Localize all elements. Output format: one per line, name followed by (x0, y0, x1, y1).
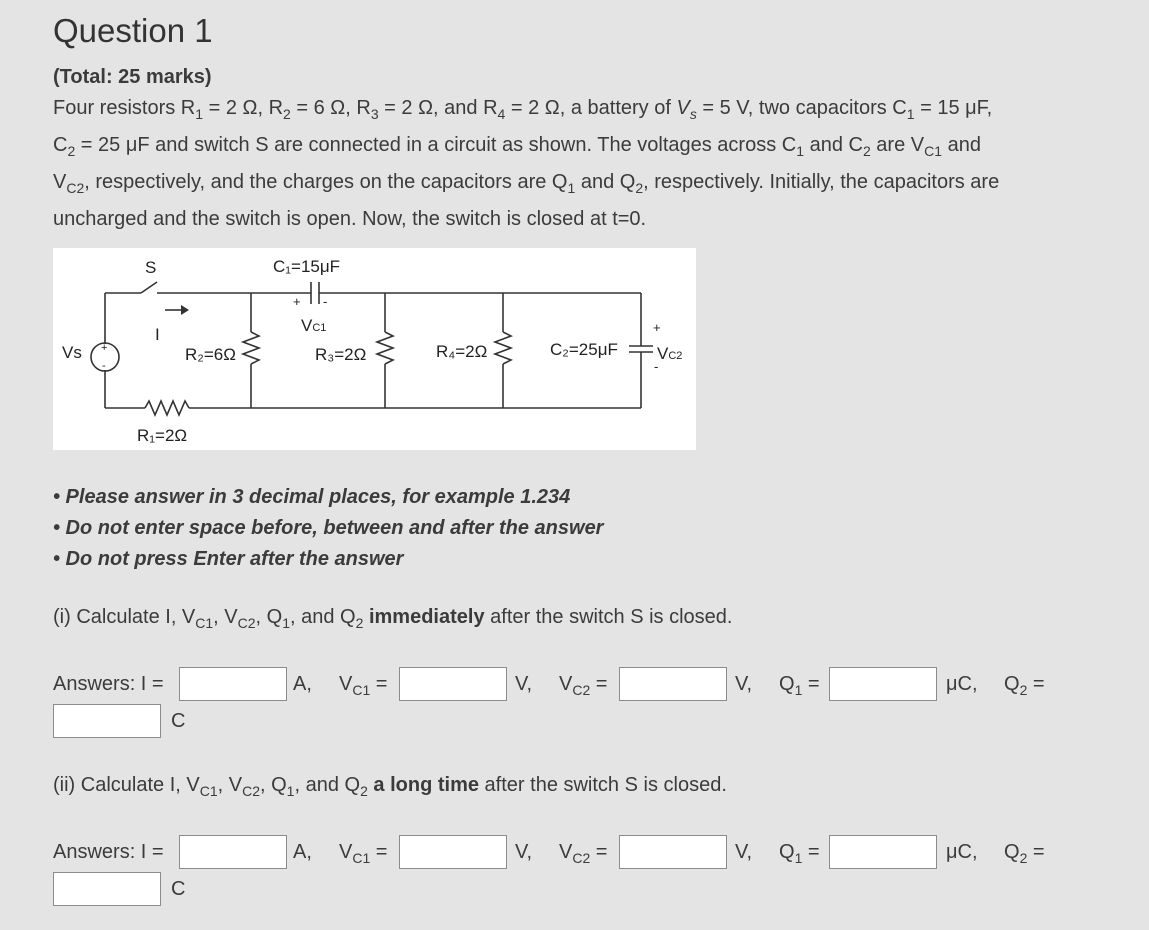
r4-resistor (495, 332, 511, 364)
r2-label: R₂=6Ω (185, 345, 236, 364)
instruction-item: • Do not press Enter after the answer (53, 548, 404, 570)
part-i-current-input[interactable] (179, 667, 287, 701)
instruction-item: • Do not enter space before, between and after the answer (53, 517, 604, 539)
switch-label: S (145, 258, 157, 277)
part-ii-q1-input[interactable] (829, 835, 937, 869)
part-ii-current-input[interactable] (179, 835, 287, 869)
part-i-question: (i) Calculate I, $V_{C1}$, $V_{C2}$, $Q_1$, and $Q_2$ immediately after the switch S is closed. (53, 606, 733, 631)
unit-coulombs: C (171, 878, 186, 900)
c2-label: C₂=25μF (550, 340, 618, 359)
r1-resistor (145, 401, 189, 415)
instructions-list (53, 482, 603, 575)
vc2-answer-label: $V_{C2}$ = (559, 673, 608, 698)
vc1-answer-label: $V_{C1}$ = (339, 673, 388, 698)
svg-text:+: + (101, 342, 108, 354)
unit-amps: A, (293, 673, 312, 695)
part-i-q1-input[interactable] (829, 667, 937, 701)
unit-microcoulombs: μC, (946, 841, 978, 863)
unit-volts: V, (515, 673, 533, 695)
svg-text:+: + (293, 294, 301, 309)
unit-microcoulombs: μC, (946, 673, 978, 695)
question-description: Four resistors $R_1 = 2$ Ω, $R_2 = 6$ Ω, $R_3 = 2$ Ω, and $R_4 = 2$ Ω, a battery of $V_s = 5$ V, two capacitors $C_1 = 15$ μF, $C_2 = 25$ μF and switch S are connected in a circuit as shown. The voltages across $C_1$ and $C_2$ are $V_{C1}$ and $V_{C2}$, respectively, and the charges on the capacitors are $Q_1$ and $Q_2$, respectively. Initially, the capacitors are uncharged and the switch is open. Now, the switch is closed at t=0. (53, 97, 1000, 230)
part-ii-vc1-input[interactable] (399, 835, 507, 869)
r1-label: R₁=2Ω (137, 426, 188, 445)
unit-volts: V, (735, 673, 753, 695)
unit-coulombs: C (171, 710, 186, 732)
svg-text:+: + (653, 320, 661, 335)
circuit-svg (53, 248, 696, 450)
part-i-vc2-input[interactable] (619, 667, 727, 701)
unit-amps: A, (293, 841, 312, 863)
unit-volts: V, (515, 841, 533, 863)
q2-answer-label: $Q_2$ = (1004, 841, 1045, 866)
c1-label: C₁=15μF (273, 257, 341, 276)
svg-text:-: - (323, 294, 328, 309)
q1-answer-label: $Q_1$ = (779, 673, 820, 698)
vc2-answer-label: $V_{C2}$ = (559, 841, 608, 866)
r3-label: R₃=2Ω (315, 345, 367, 364)
part-ii-q2-input[interactable] (53, 872, 161, 906)
unit-volts: V, (735, 841, 753, 863)
current-label: I (155, 325, 160, 344)
part-i-q2-input[interactable] (53, 704, 161, 738)
part-ii-question: (ii) Calculate I, $V_{C1}$, $V_{C2}$, $Q_1$, and $Q_2$ a long time after the switch S is closed. (53, 774, 727, 799)
part-i-vc1-input[interactable] (399, 667, 507, 701)
part-ii-vc2-input[interactable] (619, 835, 727, 869)
vc1-label: VC1 (301, 316, 327, 335)
question-title: Question 1 (53, 12, 213, 49)
current-arrow (181, 305, 189, 315)
vc1-answer-label: $V_{C1}$ = (339, 841, 388, 866)
part-i-answers (53, 666, 1113, 746)
total-marks: (Total: 25 marks) (53, 66, 212, 88)
q1-answer-label: $Q_1$ = (779, 841, 820, 866)
r3-resistor (377, 332, 393, 364)
part-ii-answers (53, 834, 1113, 914)
vc2-label: VC2 (657, 344, 683, 363)
svg-text:-: - (102, 360, 106, 372)
switch-arm (141, 282, 157, 293)
source-label: Vs (62, 343, 82, 362)
circuit-diagram (53, 248, 696, 450)
instruction-item: • Please answer in 3 decimal places, for example 1.234 (53, 486, 571, 508)
q2-answer-label: $Q_2$ = (1004, 673, 1045, 698)
answers-label: Answers: I = (53, 673, 164, 695)
r4-label: R₄=2Ω (436, 342, 488, 361)
answers-label: Answers: I = (53, 841, 164, 863)
r2-resistor (243, 332, 259, 364)
svg-text:-: - (654, 359, 659, 374)
